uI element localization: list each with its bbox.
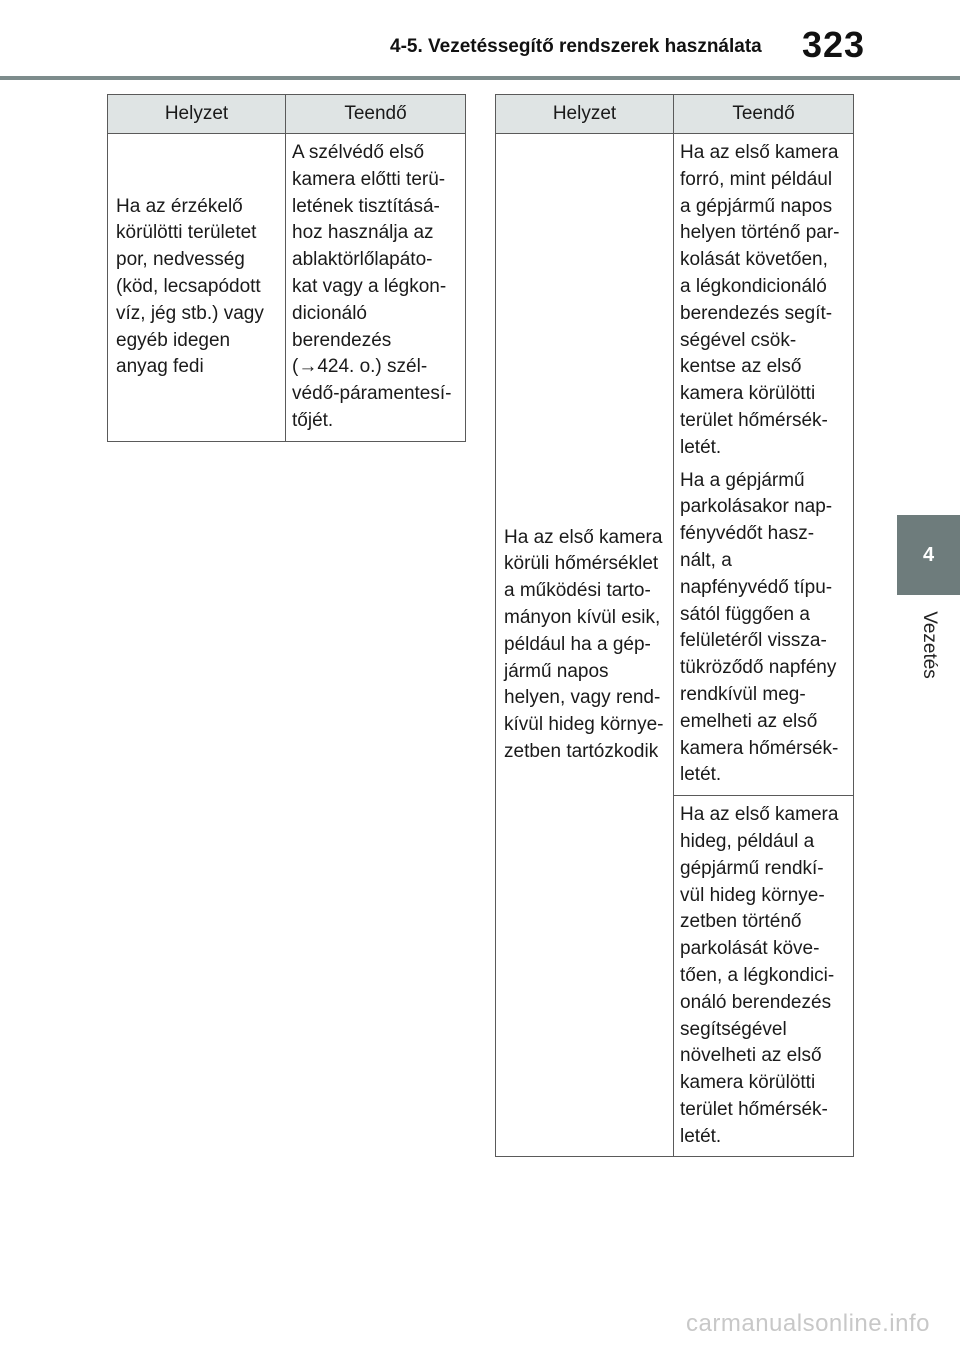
- header-divider: [0, 76, 960, 80]
- text-line: Ha az első kamera: [504, 526, 663, 548]
- right-table: [495, 94, 854, 1157]
- text-line: hoz használja az: [292, 222, 434, 244]
- text-line: Ha az első kamera: [680, 142, 839, 163]
- text-line: vül hideg környe-: [680, 884, 825, 906]
- text-line: letét.: [680, 436, 722, 458]
- table-header-row: [108, 95, 466, 134]
- text-line: kolását követően,: [680, 249, 828, 271]
- text-line: Ha a gépjármű: [680, 469, 805, 491]
- table-row: [108, 134, 466, 442]
- text-line: kat vagy a légkon-: [292, 275, 447, 297]
- chapter-label-text: Vezetés: [918, 611, 940, 679]
- text-line: (→424. o.) szél-: [292, 356, 428, 378]
- text-line: tőjét.: [292, 409, 334, 431]
- text-line: dicionáló: [292, 302, 367, 324]
- column-header-action: Teendő: [286, 95, 466, 134]
- text-line: körüli hőmérséklet: [504, 553, 659, 575]
- text-line: parkolását köve-: [680, 938, 820, 960]
- text-line: a működési tarto-: [504, 580, 651, 602]
- text-line: tően, a légkondici-: [680, 964, 835, 986]
- text-line: rendkívül meg-: [680, 683, 806, 705]
- text-line: egyéb idegen: [116, 329, 231, 351]
- text-line: például ha a gép-: [504, 633, 651, 655]
- text-line: ablaktörlőlapáto-: [292, 249, 433, 271]
- text-line: kívül hideg környe-: [504, 714, 664, 736]
- text-line: növelheti az első: [680, 1045, 822, 1067]
- text-line: letének tisztításá-: [292, 195, 440, 217]
- left-table: [107, 94, 466, 442]
- text-line: felületéről vissza-: [680, 630, 827, 652]
- chapter-label: [897, 600, 960, 690]
- text-line: terület hőmérsék-: [680, 1098, 828, 1120]
- text-line: A szélvédő első: [292, 142, 425, 163]
- text-line: onáló berendezés: [680, 991, 832, 1013]
- text-line: letét.: [680, 1125, 722, 1147]
- text-line: kamera körülötti: [680, 383, 816, 405]
- text-line: védő-páramentesí-: [292, 383, 452, 405]
- action-cell-cold: [674, 796, 854, 1157]
- text-line: fényvédőt hasz-: [680, 523, 815, 545]
- text-line: forró, mint például: [680, 168, 833, 190]
- situation-cell: [496, 134, 674, 1157]
- page-number: 323: [802, 24, 866, 65]
- text-line: hideg, például a: [680, 830, 815, 852]
- text-line: kamera hőmérsék-: [680, 737, 839, 759]
- text-line: Ha az első kamera: [680, 804, 839, 826]
- text-line: ségével csök-: [680, 329, 797, 351]
- table-row: [496, 134, 854, 796]
- table-header-row: [496, 95, 854, 134]
- text-line: (köd, lecsapódott: [116, 275, 261, 297]
- text-line: por, nedvesség: [116, 249, 245, 271]
- column-header-action: Teendő: [674, 95, 854, 134]
- text-line: a gépjármű napos: [680, 195, 833, 217]
- text-line: helyen, vagy rend-: [504, 687, 661, 709]
- action-cell: [286, 134, 466, 442]
- text-line: berendezés: [292, 329, 392, 351]
- watermark: carmanualsonline.info: [686, 1310, 930, 1337]
- text-line: sától függően a: [680, 603, 810, 625]
- text-line: zetben tartózkodik: [504, 741, 659, 763]
- column-header-situation: Helyzet: [108, 95, 286, 134]
- text-line: helyen történő par-: [680, 222, 840, 244]
- text-line: körülötti területet: [116, 222, 257, 244]
- text-line: a légkondicionáló: [680, 275, 827, 297]
- text-line: kamera előtti terü-: [292, 168, 446, 190]
- text-line: kentse az első: [680, 356, 802, 378]
- text-line: terület hőmérsék-: [680, 409, 828, 431]
- text-line: letét.: [680, 764, 722, 786]
- chapter-number: 4: [922, 543, 935, 566]
- section-title: 4-5. Vezetéssegítő rendszerek használata: [390, 36, 762, 57]
- text-line: jármű napos: [504, 660, 609, 682]
- text-line: kamera körülötti: [680, 1072, 816, 1094]
- text-line: segítségével: [680, 1018, 787, 1040]
- text-line: Ha az érzékelő: [116, 195, 243, 217]
- situation-cell: [108, 134, 286, 442]
- text-line: nált, a: [680, 549, 732, 571]
- text-line: gépjármű rendkí-: [680, 857, 824, 879]
- text-line: parkolásakor nap-: [680, 496, 833, 518]
- text-line: anyag fedi: [116, 356, 204, 378]
- column-header-situation: Helyzet: [496, 95, 674, 134]
- text-line: tükröződő napfény: [680, 657, 837, 679]
- text-line: emelheti az első: [680, 710, 818, 732]
- action-cell-hot: [674, 134, 854, 796]
- text-line: napfényvédő típu-: [680, 576, 833, 598]
- chapter-tab[interactable]: [897, 515, 960, 595]
- text-line: zetben történő: [680, 911, 802, 933]
- text-line: víz, jég stb.) vagy: [116, 302, 264, 324]
- text-line: mányon kívül esik,: [504, 607, 661, 629]
- text-line: berendezés segít-: [680, 302, 833, 324]
